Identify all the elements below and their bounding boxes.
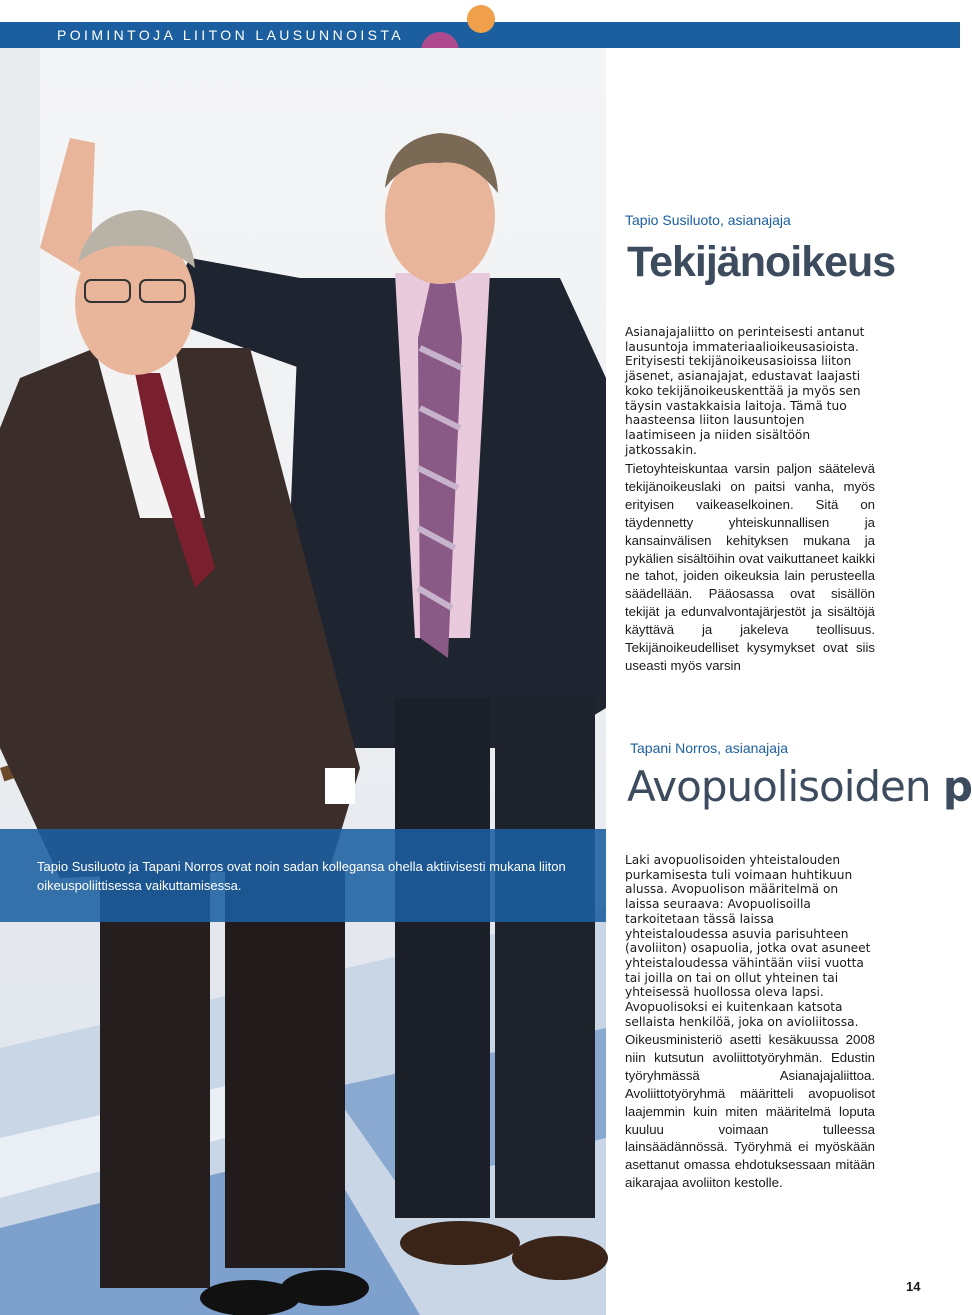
article1-author: Tapio Susiluoto, asianajaja [625, 212, 791, 228]
photo-illustration [0, 48, 606, 1315]
page-number: 14 [906, 1279, 921, 1294]
article1-body: Tietoyhteiskuntaa varsin paljon säätelevä tekijänoikeuslaki on paitsi vanha, myös erityisen vaikeaselkoinen. Sitä on täydennetty yhteiskunnallisen ja kansainvälisen kehityksen mukana ja pykälien sisältöihin ovat vaikuttaneet kaikki ne tahot, joiden oikeuksia lain perusteella säädellään. Pääosassa ovat sisällön tekijät ja edunvalvontajärjestöt ja sisältöjä käyttävä ja jakeleva teollisuus. Tekijänoikeudelliset kysymykset ovat siis useasti myös varsin [625, 461, 875, 673]
section-title: POIMINTOJA LIITON LAUSUNNOISTA [57, 27, 405, 43]
photo-two-lawyers [0, 48, 606, 1315]
article2-headline [627, 762, 972, 811]
orange-dot-decoration [467, 5, 495, 33]
article2-body: Oikeusministeriö asetti kesäkuussa 2008 niin kutsutun avoliittotyöryhmän. Edustin työryhmässä Asianajajaliittoa. Avoliittotyöryhmä määritteli avopuolisot laajemmin kuin miten määritelmä loputa kuuluu voimaan tulleessa lainsäädännössä. Työryhmä ei myöskään asettanut omassa ehdotuksessaan mitään aikarajaa avoliiton kestolle. [625, 1032, 875, 1191]
article1-headline: Tekijänoikeus [627, 238, 896, 286]
article2-headline-text: Avopuolisoiden [627, 762, 931, 811]
article2-author: Tapani Norros, asianajaja [630, 740, 788, 756]
article1-intro: Asianajajaliitto on perinteisesti antanut lausuntoja immateriaalioikeusasioista. Erityisesti tekijänoikeusasioissa liiton jäsenet, asianajajat, edustavat laajasti koko tekijänoikeuskenttää ja myös sen täysin vastakkaisia laitoja. Tämä tuo haasteensa liiton lausuntojen laatimiseen ja niiden sisältöön jatkossakin. [625, 325, 865, 457]
photo-caption: Tapio Susiluoto ja Tapani Norros ovat noin sadan kollegansa ohella aktiivisesti mukana liiton oikeuspoliittisessa vaikuttamisessa. [37, 859, 566, 893]
article2-headline-tail: p [942, 762, 972, 811]
article2-intro: Laki avopuolisoiden yhteistalouden purkamisesta tuli voimaan huhtikuun alussa. Avopuolison määritelmä on laissa seuraava: Avopuolisoilla tarkoitetaan tässä laissa yhteistaloudessa asuvia parisuhteen (avoliiton) osapuolia, jotka ovat asuneet yhteistaloudessa vähintään viisi vuotta tai joilla on tai on ollut yhteinen tai yhteisessä huollossa oleva lapsi. Avopuolisoksi ei kuitenkaan katsota sellaista henkilöä, joka on avioliitossa. [625, 853, 871, 1029]
